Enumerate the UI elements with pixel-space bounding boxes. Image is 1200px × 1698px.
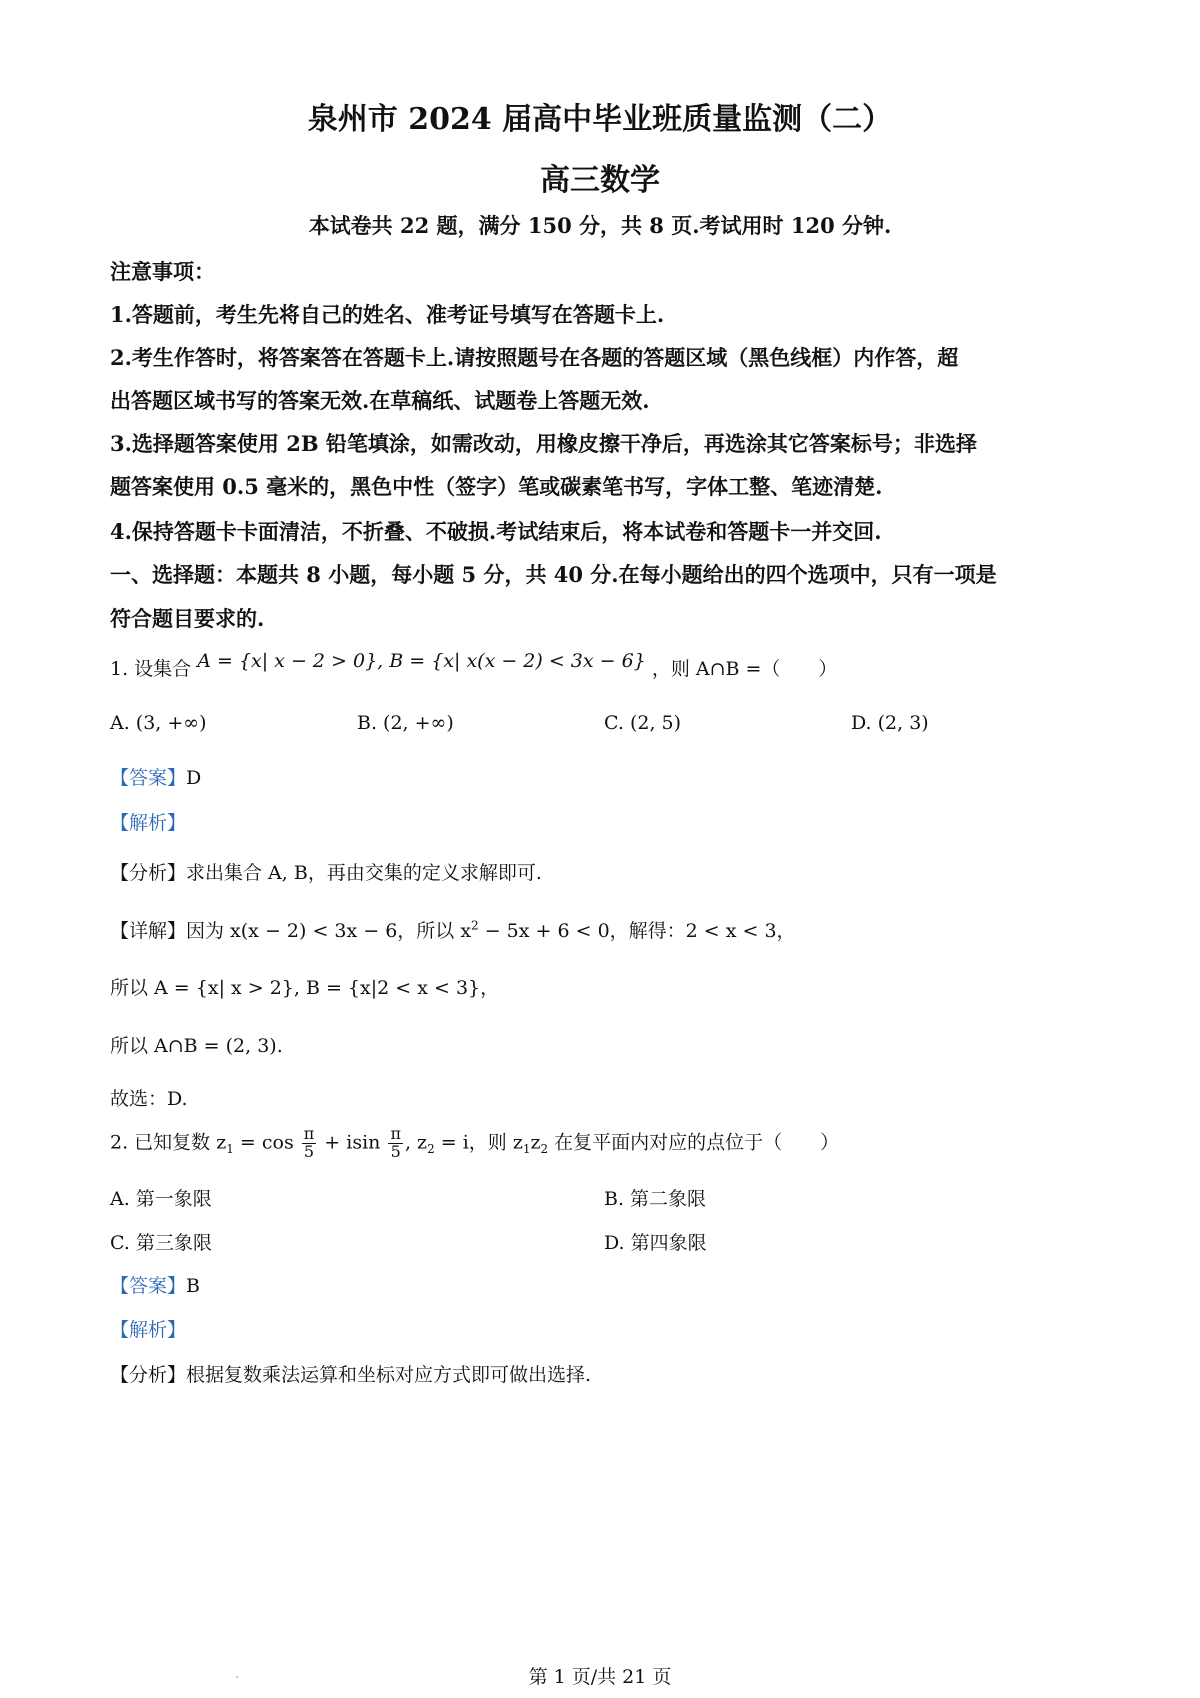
section-1-heading-line-1: 一、选择题：本题共 8 小题，每小题 5 分，共 40 分.在每小题给出的四个选项中，只有一项是: [110, 562, 997, 587]
fraction-pi-over-5: $\frac{\pi}{5}$: [303, 1124, 315, 1161]
question-2-stem: 2. 已知复数 $z_1 = \cos$ $\frac{\pi}{5}$ + isin $\frac{\pi}{5}$ , $z_2 = i$，则 $z_1z_2$ 在复平面内对应的点位于（ ）: [110, 1124, 840, 1161]
q2-suffix: 在复平面内对应的点位于（ ）: [548, 1131, 840, 1154]
question-1-option-d: D. (2, 3): [851, 712, 929, 734]
detail-prefix: 因为 x(x − 2) < 3x − 6，所以 x: [186, 920, 472, 942]
question-1-suffix: ，则 A∩B =（ ）: [651, 658, 838, 680]
q2-prefix: 2. 已知复数 z: [110, 1131, 227, 1154]
question-1-formula: A = {x| x − 2 > 0}, B = {x| x(x − 2) < 3x − 6}: [197, 650, 646, 672]
question-1-prefix: 1. 设集合: [110, 658, 192, 680]
notice-item-1: 1.答题前，考生先将自己的姓名、准考证号填写在答题卡上.: [110, 302, 665, 327]
question-2-analysis-tag: 【解析】: [110, 1319, 187, 1341]
fraction-pi-over-5: $\frac{\pi}{5}$: [390, 1124, 401, 1161]
answer-tag: 【答案】: [110, 767, 187, 789]
page-footer: 第 1 页/共 21 页: [528, 1666, 672, 1688]
question-1-analysis-tag: 【解析】: [110, 812, 187, 834]
xiangjie-tag: 【详解】: [110, 920, 187, 942]
exam-title: 泉州市 2024 届高中毕业班质量监测（二）: [307, 102, 893, 137]
exam-subject: 高三数学: [540, 163, 660, 198]
question-2-fenxi: [110, 1360, 591, 1387]
question-1-detail-line-2: 所以 A = {x| x > 2}, B = {x|2 < x < 3}，: [110, 977, 500, 999]
notice-item-4: 4.保持答题卡卡面清洁，不折叠、不破损.考试结束后，将本试卷和答题卡一并交回.: [110, 519, 882, 544]
question-1-detail: [110, 916, 796, 943]
question-2-option-d: D. 第四象限: [604, 1232, 707, 1254]
question-1-option-a: A. (3, +∞): [110, 712, 207, 734]
detail-suffix: − 5x + 6 < 0，解得：2 < x < 3，: [478, 920, 796, 942]
question-1-stem: [110, 650, 838, 681]
question-1-option-c: C. (2, 5): [604, 712, 682, 734]
answer-value: B: [186, 1275, 200, 1297]
detail-superscript: 2: [471, 918, 479, 933]
answer-tag: 【答案】: [110, 1275, 187, 1297]
question-2-option-b: B. 第二象限: [604, 1188, 707, 1210]
notice-item-2-line-1: 2.考生作答时，将答案答在答题卡上.请按照题号在各题的答题区域（黑色线框）内作答，超: [110, 345, 959, 370]
answer-value: D: [186, 767, 202, 789]
notice-heading: 注意事项：: [110, 259, 215, 284]
fenxi-text: 求出集合 A, B，再由交集的定义求解即可.: [186, 862, 542, 884]
fenxi-text: 根据复数乘法运算和坐标对应方式即可做出选择.: [186, 1364, 592, 1386]
exam-meta: 本试卷共 22 题，满分 150 分，共 8 页.考试用时 120 分钟.: [308, 213, 892, 238]
notice-item-2-line-2: 出答题区域书写的答案无效.在草稿纸、试题卷上答题无效.: [110, 388, 650, 413]
question-1-option-b: B. (2, +∞): [357, 712, 454, 734]
question-1-fenxi: [110, 858, 542, 885]
question-1-answer: [110, 763, 201, 790]
question-2-option-a: A. 第一象限: [110, 1188, 212, 1210]
section-1-heading-line-2: 符合题目要求的.: [110, 606, 265, 631]
question-2-option-c: C. 第三象限: [110, 1232, 212, 1254]
fenxi-tag: 【分析】: [110, 1364, 187, 1386]
notice-item-3-line-1: 3.选择题答案使用 2B 铅笔填涂，如需改动，用橡皮擦干净后，再选涂其它答案标号；非选择: [110, 431, 977, 456]
notice-item-3-line-2: 题答案使用 0.5 毫米的，黑色中性（签字）笔或碳素笔书写，字体工整、笔迹清楚.: [110, 474, 883, 499]
question-1-conclusion: 故选：D.: [110, 1088, 188, 1110]
question-2-answer: [110, 1271, 200, 1298]
fenxi-tag: 【分析】: [110, 862, 187, 884]
question-1-detail-line-3: 所以 A∩B = (2, 3).: [110, 1035, 283, 1057]
